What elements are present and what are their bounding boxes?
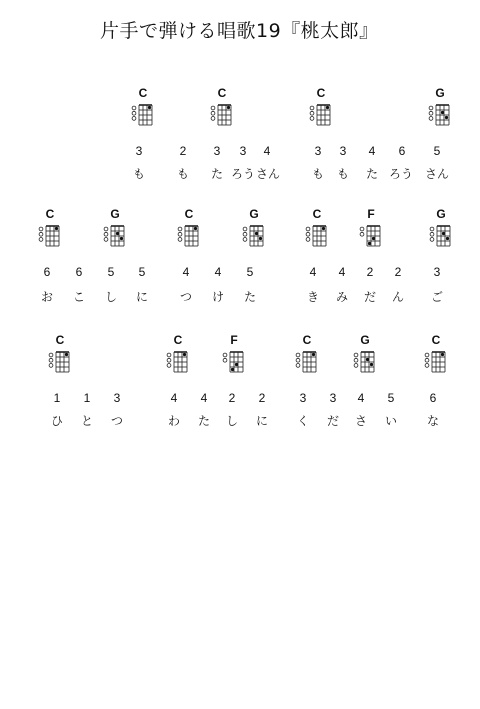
finger-dot <box>368 242 371 245</box>
lyric-syllable: ろう <box>389 167 414 181</box>
open-string-marker <box>167 358 171 362</box>
fret-number: 4 <box>368 144 376 158</box>
lyric-syllable: た <box>365 167 378 181</box>
fret-number: 4 <box>182 265 190 279</box>
open-string-marker <box>49 364 53 368</box>
finger-dot <box>322 227 325 230</box>
open-string-marker <box>243 238 247 242</box>
open-string-marker <box>354 364 358 368</box>
lyric-syllable: に <box>135 290 148 304</box>
lyric-syllable: し <box>104 290 117 304</box>
open-string-marker <box>310 111 314 115</box>
finger-dot <box>372 237 375 240</box>
lyric-syllable: わ <box>167 414 180 428</box>
fret-number: 4 <box>170 391 178 405</box>
chord-diagram <box>166 349 190 373</box>
finger-dot <box>312 353 315 356</box>
chord-diagram <box>295 349 319 373</box>
finger-dot <box>194 227 197 230</box>
fret-number: 5 <box>246 265 254 279</box>
fret-number: 3 <box>339 144 347 158</box>
fret-number: 4 <box>200 391 208 405</box>
fret-number: 4 <box>309 265 317 279</box>
lyric-syllable: な <box>426 414 439 428</box>
finger-dot <box>259 237 262 240</box>
lyric-syllable: ご <box>430 290 443 304</box>
chord-name: G <box>249 207 259 221</box>
open-string-marker <box>429 111 433 115</box>
lyric-syllable: と <box>80 414 93 428</box>
finger-dot <box>148 106 151 109</box>
open-string-marker <box>104 232 108 236</box>
lyric-syllable: ん <box>391 290 404 304</box>
open-string-marker <box>296 353 300 357</box>
open-string-marker <box>310 117 314 121</box>
lyric-syllable: た <box>243 290 256 304</box>
chord-name: G <box>110 207 120 221</box>
lyric-syllable: た <box>197 414 210 428</box>
fret-number: 6 <box>398 144 406 158</box>
lyric-syllable: つ <box>179 290 192 304</box>
finger-dot <box>326 106 329 109</box>
open-string-marker <box>306 227 310 231</box>
chord-name: C <box>217 86 227 100</box>
open-string-marker <box>132 117 136 121</box>
open-string-marker <box>167 353 171 357</box>
chord-diagram <box>353 349 377 373</box>
finger-dot <box>366 358 369 361</box>
lyric-syllable: し <box>225 414 238 428</box>
finger-dot <box>116 232 119 235</box>
lyric-syllable: い <box>384 414 397 428</box>
chord-diagram <box>210 102 234 126</box>
fret-number: 3 <box>239 144 247 158</box>
open-string-marker <box>354 353 358 357</box>
finger-dot <box>183 353 186 356</box>
lyric-syllable: に <box>255 414 268 428</box>
finger-dot <box>120 237 123 240</box>
chord-diagram <box>103 223 127 247</box>
open-string-marker <box>296 358 300 362</box>
open-string-marker <box>429 117 433 121</box>
chord-diagram <box>48 349 72 373</box>
chord-name: G <box>360 333 370 347</box>
fret-number: 3 <box>314 144 322 158</box>
lyric-syllable: さん <box>425 167 450 181</box>
chord-diagram <box>177 223 201 247</box>
open-string-marker <box>223 358 227 362</box>
fret-number: 2 <box>228 391 236 405</box>
fret-number: 3 <box>433 265 441 279</box>
chord-diagram <box>305 223 329 247</box>
lyric-syllable: も <box>311 167 324 181</box>
fret-number: 2 <box>366 265 374 279</box>
chord-diagram <box>359 223 383 247</box>
fret-number: 3 <box>135 144 143 158</box>
finger-dot <box>65 353 68 356</box>
lyric-syllable: き <box>306 290 319 304</box>
finger-dot <box>445 116 448 119</box>
lyric-syllable: も <box>336 167 349 181</box>
open-string-marker <box>178 227 182 231</box>
chord-diagram <box>131 102 155 126</box>
finger-dot <box>255 232 258 235</box>
lyric-syllable: だ <box>326 414 339 428</box>
fret-number: 4 <box>357 391 365 405</box>
fret-number: 1 <box>83 391 91 405</box>
open-string-marker <box>354 358 358 362</box>
fret-number: 6 <box>75 265 83 279</box>
chord-diagram <box>424 349 448 373</box>
fret-number: 5 <box>107 265 115 279</box>
open-string-marker <box>132 106 136 110</box>
open-string-marker <box>39 227 43 231</box>
open-string-marker <box>430 227 434 231</box>
lyric-syllable: お <box>40 290 53 304</box>
fret-number: 3 <box>113 391 121 405</box>
open-string-marker <box>310 106 314 110</box>
open-string-marker <box>39 238 43 242</box>
lyric-syllable: も <box>132 167 145 181</box>
finger-dot <box>441 111 444 114</box>
fret-number: 4 <box>214 265 222 279</box>
fret-number: 2 <box>179 144 187 158</box>
fret-number: 4 <box>263 144 271 158</box>
lyric-syllable: ひ <box>50 414 63 428</box>
open-string-marker <box>49 353 53 357</box>
chord-name: F <box>367 207 375 221</box>
open-string-marker <box>211 111 215 115</box>
lyric-syllable: つ <box>110 414 123 428</box>
fret-number: 2 <box>394 265 402 279</box>
chord-name: F <box>230 333 238 347</box>
open-string-marker <box>211 106 215 110</box>
fret-number: 3 <box>299 391 307 405</box>
fret-number: 2 <box>258 391 266 405</box>
lyric-syllable: こ <box>72 290 85 304</box>
lyric-syllable: け <box>211 290 224 304</box>
open-string-marker <box>425 364 429 368</box>
open-string-marker <box>296 364 300 368</box>
lyric-syllable: だ <box>363 290 376 304</box>
chord-diagram <box>38 223 62 247</box>
open-string-marker <box>211 117 215 121</box>
chord-name: C <box>312 207 322 221</box>
chord-name: C <box>55 333 65 347</box>
finger-dot <box>231 368 234 371</box>
chord-name: C <box>45 207 55 221</box>
chord-diagram <box>429 223 453 247</box>
chord-name: C <box>184 207 194 221</box>
open-string-marker <box>104 238 108 242</box>
chord-diagram <box>309 102 333 126</box>
fret-number: 1 <box>53 391 61 405</box>
fret-number: 3 <box>329 391 337 405</box>
chord-diagram <box>242 223 266 247</box>
open-string-marker <box>178 238 182 242</box>
chord-name: G <box>435 86 445 100</box>
chord-name: C <box>138 86 148 100</box>
fret-number: 6 <box>429 391 437 405</box>
open-string-marker <box>429 106 433 110</box>
page-title: 片手で弾ける唱歌19『桃太郎』 <box>100 20 379 42</box>
chord-name: C <box>431 333 441 347</box>
open-string-marker <box>430 238 434 242</box>
lyric-syllable: さん <box>256 167 281 181</box>
open-string-marker <box>167 364 171 368</box>
lyric-syllable: た <box>210 167 223 181</box>
finger-dot <box>370 363 373 366</box>
fret-number: 5 <box>433 144 441 158</box>
open-string-marker <box>104 227 108 231</box>
open-string-marker <box>425 353 429 357</box>
open-string-marker <box>306 238 310 242</box>
fret-number: 6 <box>43 265 51 279</box>
chord-name: C <box>302 333 312 347</box>
open-string-marker <box>223 353 227 357</box>
open-string-marker <box>425 358 429 362</box>
finger-dot <box>55 227 58 230</box>
finger-dot <box>227 106 230 109</box>
lyric-syllable: ろう <box>231 167 256 181</box>
fret-number: 3 <box>213 144 221 158</box>
chord-diagram <box>222 349 246 373</box>
open-string-marker <box>243 232 247 236</box>
finger-dot <box>441 353 444 356</box>
lyric-syllable: も <box>176 167 189 181</box>
lyric-syllable: み <box>335 290 348 304</box>
lyric-syllable: さ <box>354 414 367 428</box>
chord-name: G <box>436 207 446 221</box>
open-string-marker <box>49 358 53 362</box>
open-string-marker <box>39 232 43 236</box>
fret-number: 5 <box>387 391 395 405</box>
open-string-marker <box>360 232 364 236</box>
open-string-marker <box>306 232 310 236</box>
open-string-marker <box>178 232 182 236</box>
fret-number: 5 <box>138 265 146 279</box>
lyric-syllable: く <box>296 414 309 428</box>
finger-dot <box>446 237 449 240</box>
finger-dot <box>235 363 238 366</box>
finger-dot <box>442 232 445 235</box>
chord-name: C <box>316 86 326 100</box>
open-string-marker <box>360 227 364 231</box>
open-string-marker <box>243 227 247 231</box>
open-string-marker <box>132 111 136 115</box>
open-string-marker <box>430 232 434 236</box>
fret-number: 4 <box>338 265 346 279</box>
chord-name: C <box>173 333 183 347</box>
chord-diagram <box>428 102 452 126</box>
